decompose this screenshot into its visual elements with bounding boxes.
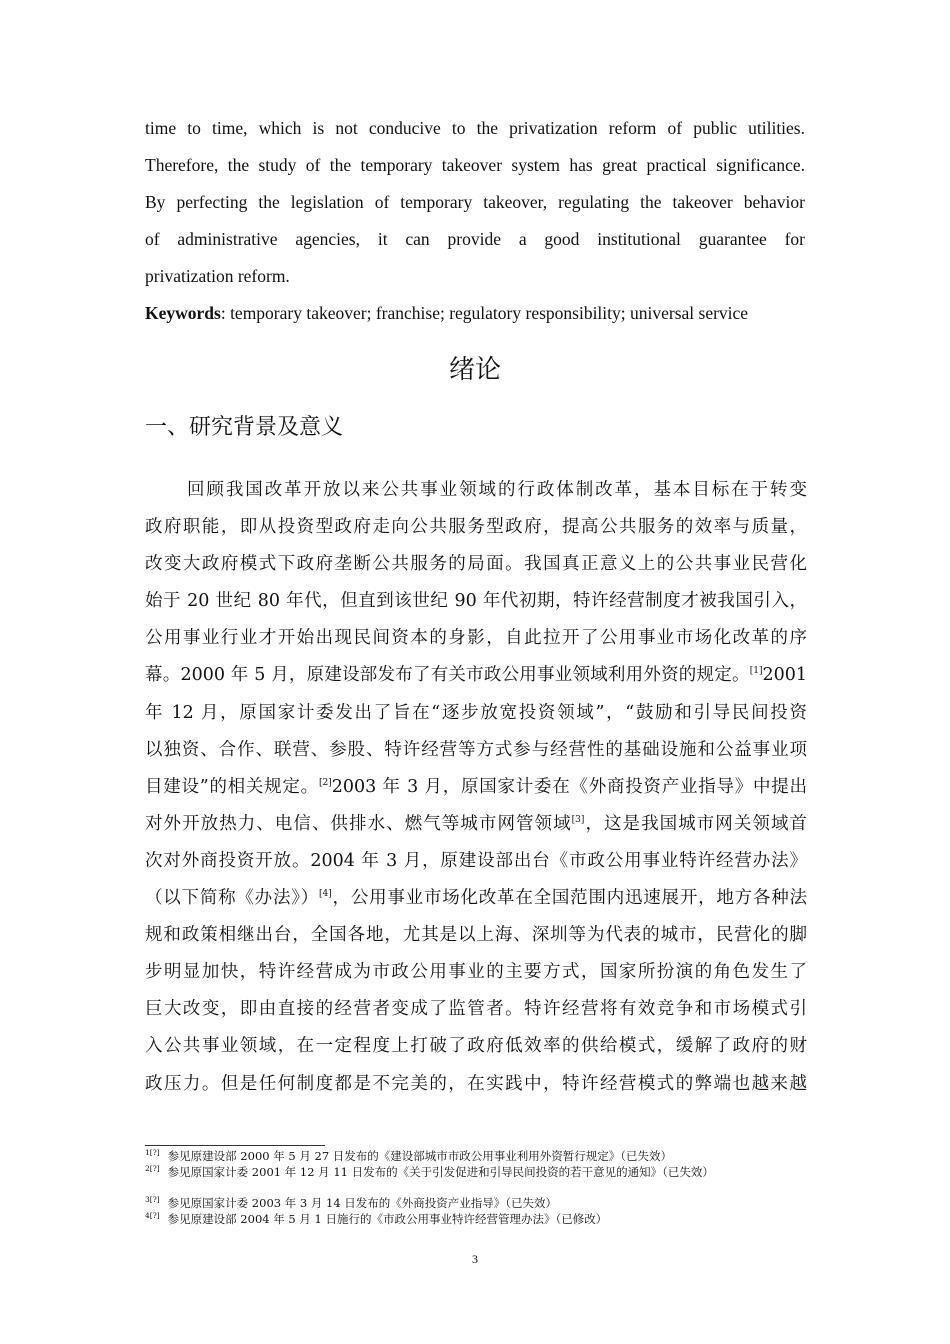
- keywords: [145, 298, 825, 328]
- line-text: 目建设”的相关规定。: [145, 776, 319, 797]
- body-line: 公用事业行业才开始出现民间资本的身影，自此拉开了公用事业市场化改革的序: [145, 628, 807, 649]
- footnote-mark: 2[?]: [145, 1164, 160, 1174]
- citation[interactable]: [1]: [749, 666, 763, 677]
- body-line: 次对外商投资开放。2004 年 3 月，原建设部出台《市政公用事业特许经营办法》: [145, 850, 807, 871]
- body-line: 规和政策相继出台，全国各地，尤其是以上海、深圳等为代表的城市，民营化的脚: [145, 925, 807, 946]
- body-line: 以独资、合作、联营、参股、特许经营等方式参与经营性的基础设施和公益事业项: [145, 739, 807, 760]
- line-text: （以下简称《办法》）: [145, 888, 320, 909]
- line-text: ，这是我国城市网关领域首: [584, 813, 807, 834]
- abstract-line: of administrative agencies, it can provide a good institutional guarantee for: [145, 229, 805, 249]
- body-line: 巨大改变，即由直接的经营者变成了监管者。特许经营将有效竞争和市场模式引: [145, 999, 807, 1020]
- body-line: [145, 769, 807, 806]
- footnote-mark: 1[?]: [145, 1148, 160, 1158]
- footnote-text: 参见原国家计委 2001 年 12 月 11 日发布的《关于引发促进和引导民间投资的若干意见的通知》（已失效）: [167, 1165, 714, 1179]
- abstract-line: By perfecting the legislation of temporary takeover, regulating the takeover behavior: [145, 192, 805, 212]
- page-number: 3: [472, 1252, 478, 1266]
- footnote-separator: [145, 1145, 325, 1146]
- line-text: 2001: [762, 665, 807, 686]
- body-line: 年 12 月，原国家计委发出了旨在“逐步放宽投资领域”，“鼓励和引导民间投资: [145, 702, 807, 723]
- footnote-text: 参见原建设部 2000 年 5 月 27 日发布的《建设部城市市政公用事业利用外资暂行规定》（已失效）: [167, 1149, 673, 1163]
- body-line: [145, 657, 807, 694]
- abstract-english: [145, 110, 805, 295]
- footnote-text: 参见原建设部 2004 年 5 月 1 日施行的《市政公用事业特许经营管理办法》（已修改）: [167, 1212, 608, 1226]
- line-text: ，公用事业市场化改革在全国范围内迅速展开，地方各种法: [331, 888, 807, 909]
- abstract-line: time to time, which is not conducive to the privatization reform of public utilities.: [145, 118, 805, 138]
- line-text: 幕。2000 年 5 月，原建设部发布了有关市政公用事业领域利用外资的规定。: [145, 665, 750, 686]
- footnote: [145, 1149, 810, 1164]
- keywords-label: Keywords: [145, 303, 221, 323]
- body-line: 回顾我国改革开放以来公共事业领域的行政体制改革，基本目标在于转变: [187, 480, 807, 500]
- line-text: 对外开放热力、电信、供排水、燃气等城市网管领域: [145, 813, 572, 834]
- body-line: 政府职能，即从投资型政府走向公共服务型政府，提高公共服务的效率与质量，: [145, 517, 807, 538]
- body-line: 入公共事业领域，在一定程度上打破了政府低效率的供给模式，缓解了政府的财: [145, 1036, 807, 1057]
- abstract-line: privatization reform.: [145, 266, 290, 286]
- body-line: [145, 880, 807, 917]
- chapter-title: 绪论: [448, 355, 501, 385]
- body-line: [145, 806, 807, 843]
- keywords-text: : temporary takeover; franchise; regulatory responsibility; universal service: [220, 303, 749, 323]
- abstract-line: Therefore, the study of the temporary takeover system has great practical significance.: [145, 155, 805, 175]
- footnote-mark: 4[?]: [145, 1211, 160, 1221]
- body-line: 政压力。但是任何制度都是不完美的，在实践中，特许经营模式的弊端也越来越: [145, 1073, 807, 1094]
- section-title: 一、研究背景及意义: [145, 415, 344, 440]
- body-line: 改变大政府模式下政府垄断公共服务的局面。我国真正意义上的公共事业民营化: [145, 554, 807, 575]
- footnote: [145, 1165, 810, 1180]
- body-paragraph: [145, 472, 807, 1103]
- citation[interactable]: [4]: [319, 889, 332, 900]
- citation[interactable]: [3]: [571, 815, 585, 826]
- footnote: [145, 1196, 810, 1211]
- citation[interactable]: [2]: [318, 777, 332, 788]
- footnote-text: 参见原国家计委 2003 年 3 月 14 日发布的《外商投资产业指导》（已失效）: [167, 1196, 558, 1210]
- body-line: 步明显加快，特许经营成为市政公用事业的主要方式，国家所扮演的角色发生了: [145, 962, 807, 983]
- body-line: 始于 20 世纪 80 年代，但直到该世纪 90 年代初期，特许经营制度才被我国引入，: [145, 591, 807, 612]
- footnote-mark: 3[?]: [145, 1195, 160, 1205]
- line-text: 2003 年 3 月，原国家计委在《外商投资产业指导》中提出: [331, 776, 807, 797]
- footnote: [145, 1212, 810, 1227]
